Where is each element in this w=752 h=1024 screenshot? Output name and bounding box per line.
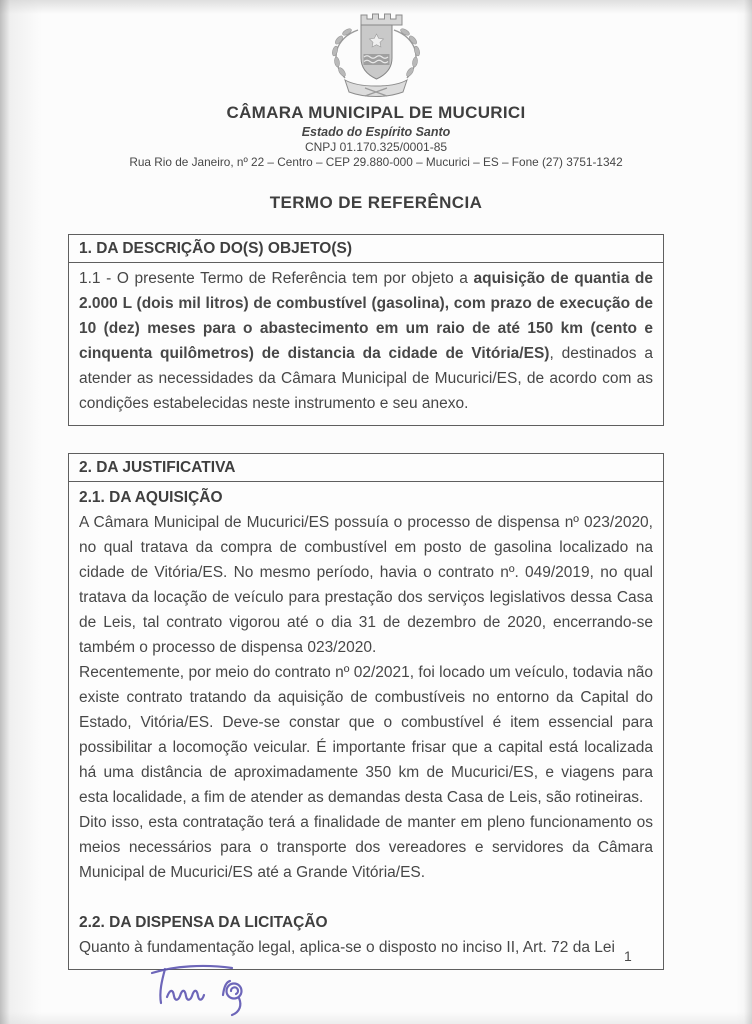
section-2-2-heading: 2.2. DA DISPENSA DA LICITAÇÃO (79, 914, 328, 931)
page-number: 1 (624, 948, 632, 964)
org-cnpj-line: CNPJ 01.170.325/0001-85 (304, 140, 448, 154)
letterhead (0, 0, 752, 169)
section-2-1-paragraph-1: A Câmara Municipal de Mucurici/ES possuía o processo de dispensa nº 023/2020, no qual tratava da compra de combustível em posto de gasolina localizado na cidade de Vitória/ES. No mesmo período, havia o contrato nº. 049/2019, no qual tratava da locação de veículo para prestação dos serviços legislativos dessa Casa de Leis, tal contrato vigorou até o dia 31 de dezembro de 2020, encerrando-se também o processo de dispensa 023/2020. (79, 514, 653, 656)
handwritten-initials-icon (146, 958, 256, 1018)
section-2-body (69, 482, 663, 969)
section-2-box (68, 453, 664, 970)
section-2-1-heading: 2.1. DA AQUISIÇÃO (79, 489, 223, 506)
paragraph-1-1 (79, 266, 653, 416)
section-2-1-paragraph-3: Dito isso, esta contratação terá a finalidade de manter em pleno funcionamento os meios necessários para o transporte dos vereadores e servidores da Câmara Municipal de Mucurici/ES até a Grande Vitória/ES. (79, 814, 653, 881)
section-2-2-paragraph-1: Quanto à fundamentação legal, aplica-se o disposto no inciso II, Art. 72 da Lei (79, 939, 615, 956)
section-1-box (68, 234, 664, 426)
section-1-body (69, 263, 663, 425)
section-2-heading: 2. DA JUSTIFICATIVA (69, 454, 663, 482)
paragraph-1-1-start: 1.1 - O presente Termo de Referência tem por objeto a (79, 270, 474, 287)
paragraph-1-1-bold: aquisição de quantia de 2.000 L (dois mil litros) de combustível (gasolina), com prazo de execução de 10 (dez) meses para o abastecimento em um raio de até 150 km (cento e cinquenta quilômetros) de distancia da cidade de Vitória/ES) (79, 270, 653, 362)
document-title: TERMO DE REFERÊNCIA (269, 193, 483, 212)
org-name: CÂMARA MUNICIPAL DE MUCURICI (226, 103, 526, 122)
paragraph-1-1-end: , destinados a atender as necessidades da Câmara Municipal de Mucurici/ES, de acordo com as condições estabelecidas neste instrumento e seu anexo. (79, 345, 653, 412)
section-1-heading: 1. DA DESCRIÇÃO DO(S) OBJETO(S) (69, 235, 663, 263)
org-state-line: Estado do Espírito Santo (301, 125, 451, 139)
municipal-coat-of-arms-icon (317, 10, 435, 100)
org-address-line: Rua Rio de Janeiro, nº 22 – Centro – CEP 29.880-000 – Mucurici – ES – Fone (27) 3751-1342 (129, 155, 623, 169)
section-2-1-paragraph-2: Recentemente, por meio do contrato nº 02/2021, foi locado um veículo, todavia não existe contrato tratando da aquisição de combustíveis no entorno da Capital do Estado, Vitória/ES. Deve-se constar que o combustível é item essencial para possibilitar a locomoção veicular. É importante frisar que a capital está localizada há uma distância de aproximadamente 350 km de Mucurici/ES, e viagens para esta localidade, a fim de atender as demandas desta Casa de Leis, são rotineiras. (79, 664, 653, 806)
